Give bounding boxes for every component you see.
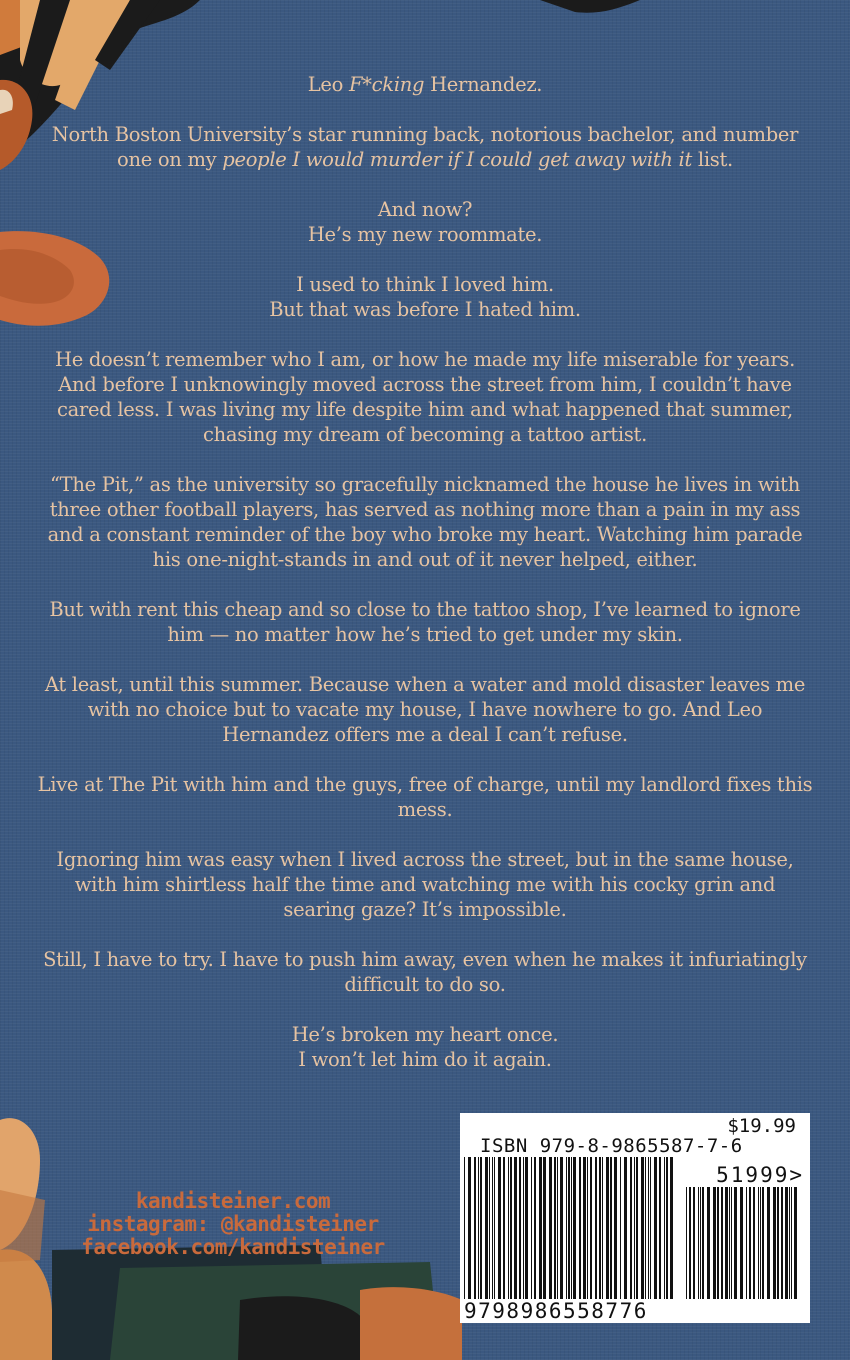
- barcode-bar: [557, 1157, 558, 1299]
- barcode-bar: [579, 1157, 581, 1299]
- barcode-bar: [717, 1187, 719, 1299]
- barcode-bar: [560, 1157, 563, 1299]
- barcode-bar: [508, 1157, 509, 1299]
- barcode-bar: [698, 1187, 699, 1299]
- barcode-bar: [760, 1187, 761, 1299]
- ean13-number: 9798986558776: [464, 1299, 648, 1323]
- blurb-line: and a constant reminder of the boy who broke my heart. Watching him parade: [47, 523, 803, 546]
- barcode-bar: [777, 1187, 779, 1299]
- barcode-bar: [595, 1157, 597, 1299]
- barcode-bar: [587, 1157, 588, 1299]
- blurb-text-italic: F*cking: [349, 73, 425, 96]
- blurb-line: Still, I have to try. I have to push him away, even when he makes it infuriatingly: [43, 948, 807, 971]
- barcode-bar: [549, 1157, 552, 1299]
- blurb-paragraph: [30, 272, 820, 322]
- blurb-text: Leo: [307, 73, 349, 96]
- barcode-bar: [794, 1187, 797, 1299]
- website-link[interactable]: kandisteiner.com: [135, 1189, 331, 1213]
- blurb-line: three other football players, has served as nothing more than a pain in my ass: [49, 498, 801, 521]
- blurb-line: his one-night-stands in and out of it never helped, either.: [152, 548, 698, 571]
- blurb-paragraph: [30, 597, 820, 647]
- price-addon-code: 51999>: [716, 1163, 804, 1187]
- barcode-bar: [554, 1157, 556, 1299]
- barcode-bar: [758, 1187, 759, 1299]
- barcode-bar: [645, 1157, 646, 1299]
- barcode-bar: [503, 1157, 505, 1299]
- blurb-line: Ignoring him was easy when I lived across the street, but in the same house,: [56, 848, 794, 871]
- barcode-bar: [514, 1157, 517, 1299]
- barcode-bar: [767, 1187, 770, 1299]
- barcode-bar: [510, 1157, 512, 1299]
- barcode-bar: [713, 1187, 716, 1299]
- barcode-bar: [630, 1157, 632, 1299]
- barcode-bar: [464, 1157, 465, 1299]
- blurb-line: He’s broken my heart once.: [291, 1023, 559, 1046]
- barcode-bar: [525, 1157, 528, 1299]
- ean13-barcode: [464, 1157, 676, 1303]
- barcode-bar: [568, 1157, 570, 1299]
- blurb-line: “The Pit,” as the university so gracefully nicknamed the house he lives in with: [50, 473, 800, 496]
- isbn-barcode-panel: [460, 1113, 810, 1323]
- barcode-bar: [689, 1187, 691, 1299]
- blurb-line: At least, until this summer. Because when a water and mold disaster leaves me: [44, 673, 806, 696]
- blurb-line: difficult to do so.: [344, 973, 506, 996]
- blurb-line: And now?: [377, 198, 473, 221]
- barcode-bar: [659, 1157, 661, 1299]
- barcode-bar: [654, 1157, 657, 1299]
- blurb-line: And before I unknowingly moved across the street from him, I couldn’t have: [58, 373, 792, 396]
- barcode-bar: [468, 1157, 471, 1299]
- barcode-bar: [624, 1157, 627, 1299]
- barcode-bar: [707, 1187, 710, 1299]
- barcode-bar: [746, 1187, 747, 1299]
- barcode-bar: [731, 1187, 732, 1299]
- blurb-text: one on my: [117, 148, 223, 171]
- instagram-handle[interactable]: instagram: @kandisteiner: [87, 1212, 379, 1236]
- blurb-text-italic: people I would murder if I could get away with it: [222, 148, 693, 171]
- barcode-bar: [480, 1157, 482, 1299]
- barcode-bar: [606, 1157, 609, 1299]
- blurb-line: mess.: [397, 798, 453, 821]
- barcode-bar: [583, 1157, 586, 1299]
- blurb-paragraph: [30, 947, 820, 997]
- barcode-bar: [729, 1187, 730, 1299]
- ean5-addon-barcode: [686, 1187, 802, 1303]
- isbn-label: ISBN 979-8-9865587-7-6: [480, 1135, 743, 1157]
- blurb-line: with no choice but to vacate my house, I have nowhere to go. And Leo: [87, 698, 763, 721]
- barcode-bar: [725, 1187, 728, 1299]
- barcode-bar: [571, 1157, 572, 1299]
- blurb-line: Hernandez offers me a deal I can’t refuse.: [222, 723, 628, 746]
- blurb-line: But with rent this cheap and so close to the tattoo shop, I’ve learned to ignore: [49, 598, 801, 621]
- barcode-bar: [734, 1187, 737, 1299]
- blurb-paragraph: [30, 472, 820, 572]
- barcode-bar: [641, 1157, 644, 1299]
- barcode-bar: [566, 1157, 567, 1299]
- barcode-bar: [789, 1187, 790, 1299]
- author-contact-info: [48, 1190, 418, 1259]
- barcode-bar: [702, 1187, 704, 1299]
- barcode-bar: [519, 1157, 521, 1299]
- barcode-bar: [523, 1157, 524, 1299]
- barcode-bar: [700, 1187, 701, 1299]
- blurb-line: searing gaze? It’s impossible.: [283, 898, 567, 921]
- blurb-line: He’s my new roommate.: [307, 223, 543, 246]
- blurb-text: Hernandez.: [424, 73, 543, 96]
- blurb-paragraph: [30, 72, 820, 97]
- blurb-line: He doesn’t remember who I am, or how he made my life miserable for years.: [54, 348, 796, 371]
- blurb-paragraph: [30, 347, 820, 447]
- barcode-bar: [531, 1157, 532, 1299]
- blurb-paragraph: [30, 847, 820, 922]
- barcode-bar: [602, 1157, 603, 1299]
- blurb-line: I won’t let him do it again.: [298, 1048, 552, 1071]
- barcode-bar: [686, 1187, 687, 1299]
- blurb-line: with him shirtless half the time and watching me with his cocky grin and: [74, 873, 776, 896]
- barcode-bar: [749, 1187, 751, 1299]
- barcode-bar: [650, 1157, 651, 1299]
- barcode-bar: [498, 1157, 501, 1299]
- barcode-bar: [666, 1157, 668, 1299]
- blurb-line: cared less. I was living my life despite him and what happened that summer,: [57, 398, 793, 421]
- barcode-bar: [610, 1157, 612, 1299]
- barcode-bar: [791, 1187, 792, 1299]
- barcode-bar: [781, 1187, 783, 1299]
- barcode-bar: [664, 1157, 665, 1299]
- blurb-line: him — no matter how he’s tried to get under my skin.: [167, 623, 683, 646]
- barcode-bar: [539, 1157, 542, 1299]
- barcode-bar: [478, 1157, 479, 1299]
- barcode-bar: [485, 1157, 488, 1299]
- barcode-bar: [534, 1157, 536, 1299]
- barcode-bar: [670, 1157, 673, 1299]
- blurb-line: Live at The Pit with him and the guys, free of charge, until my landlord fixes this: [37, 773, 813, 796]
- facebook-link[interactable]: facebook.com/kandisteiner: [81, 1235, 385, 1259]
- barcode-bar: [543, 1157, 546, 1299]
- barcode-bar: [620, 1157, 621, 1299]
- barcode-bar: [489, 1157, 490, 1299]
- barcode-bar: [573, 1157, 576, 1299]
- barcode-bar: [785, 1187, 788, 1299]
- barcode-bar: [636, 1157, 638, 1299]
- barcode-bar: [599, 1157, 601, 1299]
- barcode-bar: [492, 1157, 493, 1299]
- blurb-paragraph: [30, 1022, 820, 1072]
- blurb-line: chasing my dream of becoming a tattoo artist.: [203, 423, 647, 446]
- barcode-bar: [494, 1157, 495, 1299]
- barcode-bar: [721, 1187, 723, 1299]
- barcode-bar: [740, 1187, 743, 1299]
- blurb-line: But that was before I hated him.: [269, 298, 581, 321]
- blurb-paragraph: [30, 772, 820, 822]
- barcode-bar: [693, 1187, 695, 1299]
- blurb-line: I used to think I loved him.: [296, 273, 554, 296]
- blurb-paragraph: [30, 122, 820, 172]
- price-label: $19.99: [727, 1115, 796, 1137]
- barcode-bar: [762, 1187, 764, 1299]
- blurb-paragraph: [30, 197, 820, 247]
- barcode-bar: [474, 1157, 476, 1299]
- barcode-bar: [753, 1187, 755, 1299]
- barcode-bar: [634, 1157, 635, 1299]
- blurb-line: North Boston University’s star running back, notorious bachelor, and number: [51, 123, 799, 146]
- barcode-bar: [648, 1157, 649, 1299]
- barcode-bar: [590, 1157, 592, 1299]
- barcode-bar: [614, 1157, 617, 1299]
- blurb-text: list.: [692, 148, 733, 171]
- book-blurb: [30, 72, 820, 1097]
- barcode-bar: [773, 1187, 776, 1299]
- blurb-paragraph: [30, 672, 820, 747]
